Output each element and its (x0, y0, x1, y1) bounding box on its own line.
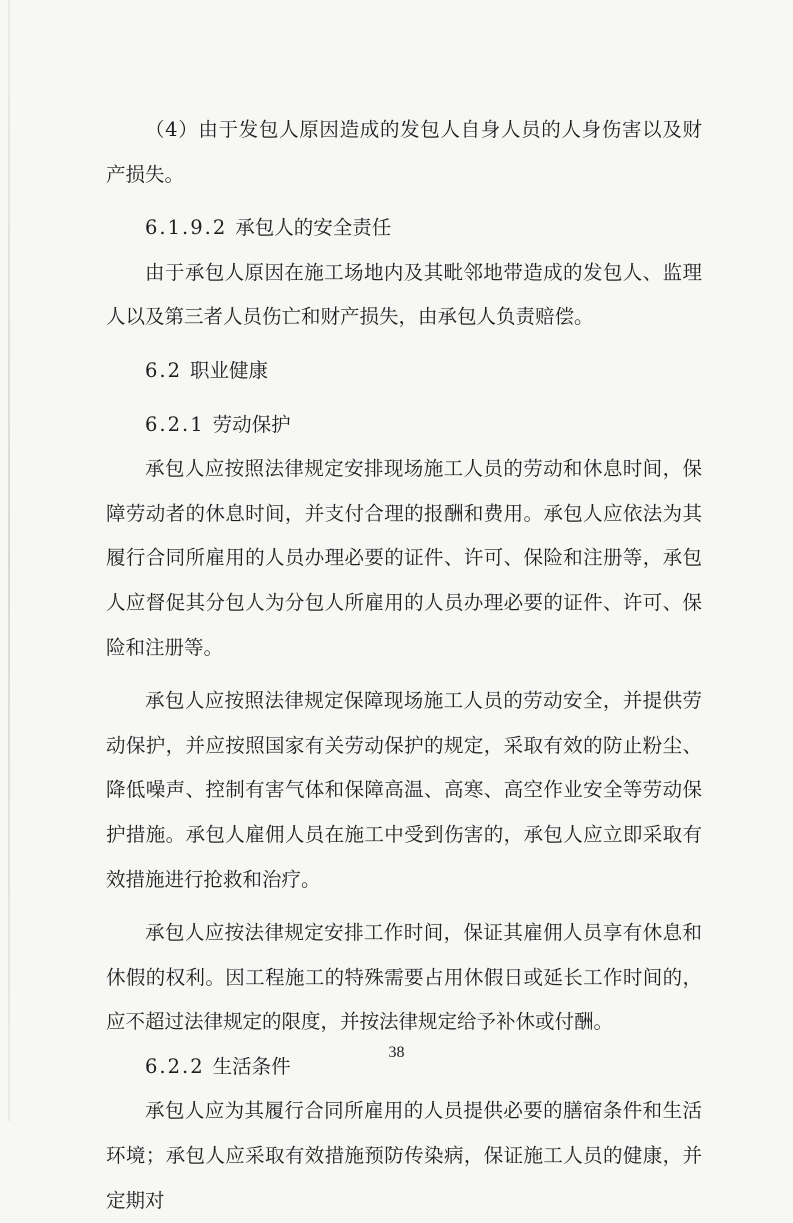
section-heading-6-1-9-2 (106, 206, 702, 251)
paragraph-contractor-safety: 由于承包人原因在施工场地内及其毗邻地带造成的发包人、监理人以及第三者人员伤亡和财产损失，由承包人负责赔偿。 (106, 260, 702, 329)
section-title: 劳动保护 (212, 412, 291, 436)
paragraph-living-conditions: 承包人应为其履行合同所雇用的人员提供必要的膳宿条件和生活环境；承包人应采取有效措施预防传染病，保证施工人员的健康，并定期对 (106, 1099, 702, 1212)
section-number: 6.2.2 (145, 1054, 205, 1078)
paragraph-labor-safety: 承包人应按照法律规定保障现场施工人员的劳动安全，并提供劳动保护，并应按照国家有关劳动保护的规定，采取有效的防止粉尘、降低噪声、控制有害气体和保障高温、高寒、高空作业安全等劳动保护措施。承包人雇佣人员在施工中受到伤害的，承包人应立即采取有效措施进行抢救和治疗。 (106, 689, 702, 891)
scan-binding-edge (8, 0, 10, 1121)
paragraph-work-time: 承包人应按法律规定安排工作时间，保证其雇佣人员享有休息和休假的权利。因工程施工的特殊需要占用休假日或延长工作时间的，应不超过法律规定的限度，并按法律规定给予补休或付酬。 (106, 921, 702, 1034)
section-heading-6-2-1 (106, 403, 702, 448)
section-number: 6.1.9.2 (145, 216, 228, 240)
section-heading-6-2 (106, 349, 702, 394)
page-number: 38 (388, 1044, 405, 1061)
paragraph-labor-hours: 承包人应按照法律规定安排现场施工人员的劳动和休息时间，保障劳动者的休息时间，并支付合理的报酬和费用。承包人应依法为其履行合同所雇用的人员办理必要的证件、许可、保险和注册等，承包人应督促其分包人为分包人所雇用的人员办理必要的证件、许可、保险和注册等。 (106, 457, 702, 659)
section-title: 职业健康 (190, 358, 269, 382)
paragraph-item-4: （4）由于发包人原因造成的发包人自身人员的人身伤害以及财产损失。 (106, 118, 702, 186)
section-title: 生活条件 (212, 1054, 291, 1078)
section-number: 6.2 (145, 358, 183, 382)
section-title: 承包人的安全责任 (235, 216, 392, 240)
section-number: 6.2.1 (145, 412, 205, 436)
